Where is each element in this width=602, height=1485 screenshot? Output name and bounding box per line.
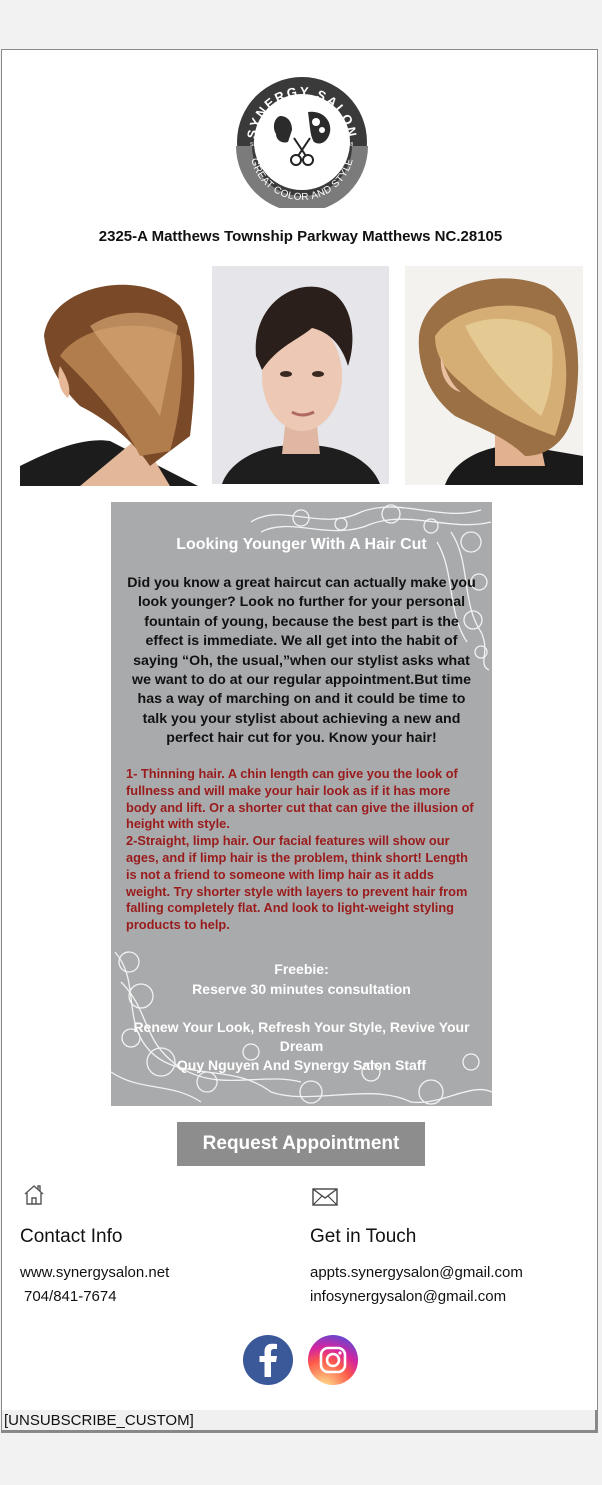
haircut-photo-pixie[interactable] [212,266,389,484]
promo-signature: Quy Nguyen And Synergy Salon Staff [176,1057,427,1073]
unsubscribe-link[interactable]: [UNSUBSCRIBE_CUSTOM] [2,1410,597,1432]
haircut-photo-wavy-lob[interactable] [405,266,583,485]
promo-hair-tips: 1- Thinning hair. A chin length can give you the look of fullness and will make your hair look as if it has more body and lift. Or a shorter cut that can give the illusion of height with style. 2-Straight, limp hair. Our facial features will show our ages, and if limp hair is the problem, think short! Length is not a friend to someone with limp hair as it adds weight. Try shorter style with layers to prevent hair from falling completely flat. And look to light-weight styling products to help. [126,766,474,933]
haircut-photo-angled-bob[interactable] [20,266,198,486]
contact-info-heading: Contact Info [20,1226,123,1247]
promo-title: Looking Younger With A Hair Cut [176,536,427,553]
freebie-text: Reserve 30 minutes consultation [192,981,411,997]
get-in-touch-heading: Get in Touch [310,1226,417,1247]
facebook-icon[interactable] [243,1335,293,1385]
phone-number[interactable]: 704/841-7674 [24,1288,117,1305]
synergy-salon-logo[interactable] [236,76,368,208]
promo-closing-line: Renew Your Look, Refresh Your Style, Revive Your Dream [133,1019,470,1054]
svg-text:2008: 2008 [342,142,354,148]
email-card [1,49,598,1433]
envelope-icon [312,1188,338,1211]
home-icon [22,1183,46,1212]
salon-address: 2325-A Matthews Township Parkway Matthews NC.28105 [98,228,503,245]
appointments-email-link[interactable]: appts.synergysalon@gmail.com [310,1264,523,1281]
info-email-link[interactable]: infosynergysalon@gmail.com [310,1288,507,1305]
instagram-icon[interactable] [308,1335,358,1385]
svg-text:SINCE: SINCE [250,142,266,148]
svg-text:GREAT COLOR AND STYLE: GREAT COLOR AND STYLE [248,156,356,204]
freebie-label: Freebie: [274,961,329,977]
request-appointment-button[interactable]: Request Appointment [177,1122,425,1166]
promo-body-text: Did you know a great haircut can actually make you look younger? Look no further for your personal fountain of young, because the best part is the effect is immediate. We all get into the habit of saying “Oh, the usual,”when our stylist asks what we want to do at our regular appointment.But time has a way of marching on and it could be time to talk you your stylist about achieving a new and perfect hair cut for you. Know your hair! [127,575,476,747]
svg-text:SYNERGY SALON: SYNERGY SALON [243,83,361,140]
website-link[interactable]: www.synergysalon.net [20,1264,170,1281]
promo-box [111,502,492,1106]
